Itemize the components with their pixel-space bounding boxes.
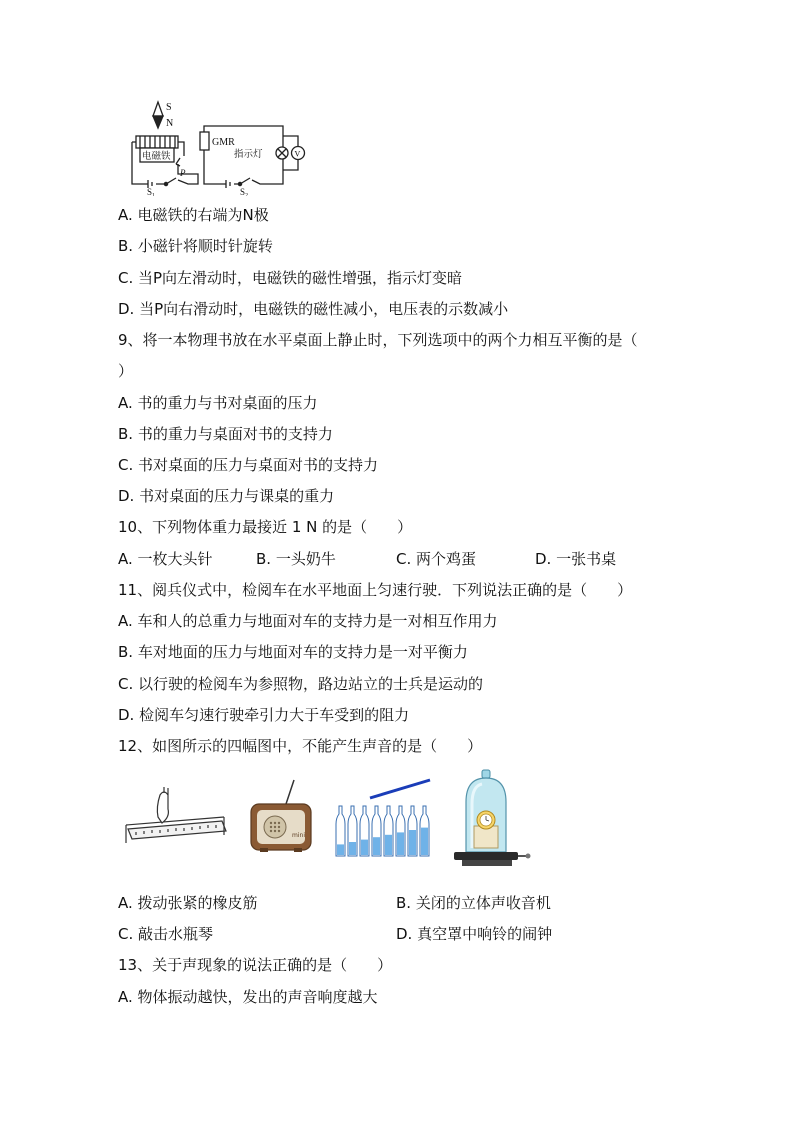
q11-option-b: B. 车对地面的压力与地面对车的支持力是一对平衡力 (118, 643, 468, 661)
slider-label: P (180, 168, 186, 178)
q12-stem: 12、如图所示的四幅图中，不能产生声音的是（ ） (118, 737, 483, 755)
bottle-water (421, 828, 428, 855)
circuit-diagram (118, 96, 318, 196)
q9-option-a: A. 书的重力与书对桌面的压力 (118, 394, 318, 412)
bottle-water (397, 832, 404, 855)
water-bottles-figure (332, 776, 434, 860)
q8-option-a: A. 电磁铁的右端为N极 (118, 206, 269, 224)
compass-n-label: N (166, 118, 174, 129)
q8-option-c: C. 当P向左滑动时，电磁铁的磁性增强，指示灯变暗 (118, 269, 463, 287)
q9-option-d: D. 书对桌面的压力与课桌的重力 (118, 487, 335, 505)
q9-stem-line1: 9、将一本物理书放在水平桌面上静止时，下列选项中的两个力相互平衡的是（ (118, 331, 638, 349)
q12-option-a: A. 拨动张紧的橡皮筋 (118, 894, 258, 912)
q10-option-a: A. 一枚大头针 (118, 550, 213, 568)
q10-stem: 10、下列物体重力最接近 1 N 的是（ ） (118, 518, 413, 536)
q10-options-row (118, 549, 678, 569)
bottle-water (361, 840, 368, 855)
compass-s-label: S (166, 102, 172, 113)
q8-option-b: B. 小磁针将顺时针旋转 (118, 237, 273, 255)
q8-option-d: D. 当P向右滑动时，电磁铁的磁性减小，电压表的示数减小 (118, 300, 509, 318)
q11-option-d: D. 检阅车匀速行驶牵引力大于车受到的阻力 (118, 706, 410, 724)
q10-option-c: C. 两个鸡蛋 (396, 550, 477, 568)
voltmeter-label: V (294, 149, 301, 159)
q10-option-d: D. 一张书桌 (535, 550, 617, 568)
electromagnet-label: 电磁铁 (142, 151, 171, 162)
q12-option-b: B. 关闭的立体声收音机 (396, 894, 551, 912)
q11-stem: 11、阅兵仪式中，检阅车在水平地面上匀速行驶．下列说法正确的是（ ） (118, 581, 633, 599)
bell-jar-figure (448, 768, 532, 872)
bottle-water (373, 837, 380, 855)
q10-option-b: B. 一头奶牛 (256, 550, 336, 568)
radio-figure (248, 778, 316, 856)
indicator-lamp-label: 指示灯 (234, 149, 263, 160)
gmr-label: GMR (212, 137, 235, 148)
q12-option-d: D. 真空罩中响铃的闹钟 (396, 925, 553, 943)
bottle-water (409, 830, 416, 855)
q13-stem: 13、关于声现象的说法正确的是（ ） (118, 956, 393, 974)
rubber-band-figure (122, 785, 232, 855)
q9-option-b: B. 书的重力与桌面对书的支持力 (118, 425, 333, 443)
q11-option-a: A. 车和人的总重力与地面对车的支持力是一对相互作用力 (118, 612, 498, 630)
radio-brand-label: mini (292, 832, 305, 839)
switch2-label: $S_2$ (240, 187, 249, 196)
q11-option-c: C. 以行驶的检阅车为参照物，路边站立的士兵是运动的 (118, 675, 484, 693)
bottle-water (385, 835, 392, 855)
switch1-label: $S_1$ (147, 187, 156, 196)
q13-option-a: A. 物体振动越快，发出的声音响度越大 (118, 988, 378, 1006)
q12-option-c: C. 敲击水瓶琴 (118, 925, 214, 943)
q9-option-c: C. 书对桌面的压力与桌面对书的支持力 (118, 456, 379, 474)
bottle-water (337, 844, 344, 855)
q9-stem-line2: ） (118, 362, 134, 380)
bottle-water (349, 842, 356, 855)
